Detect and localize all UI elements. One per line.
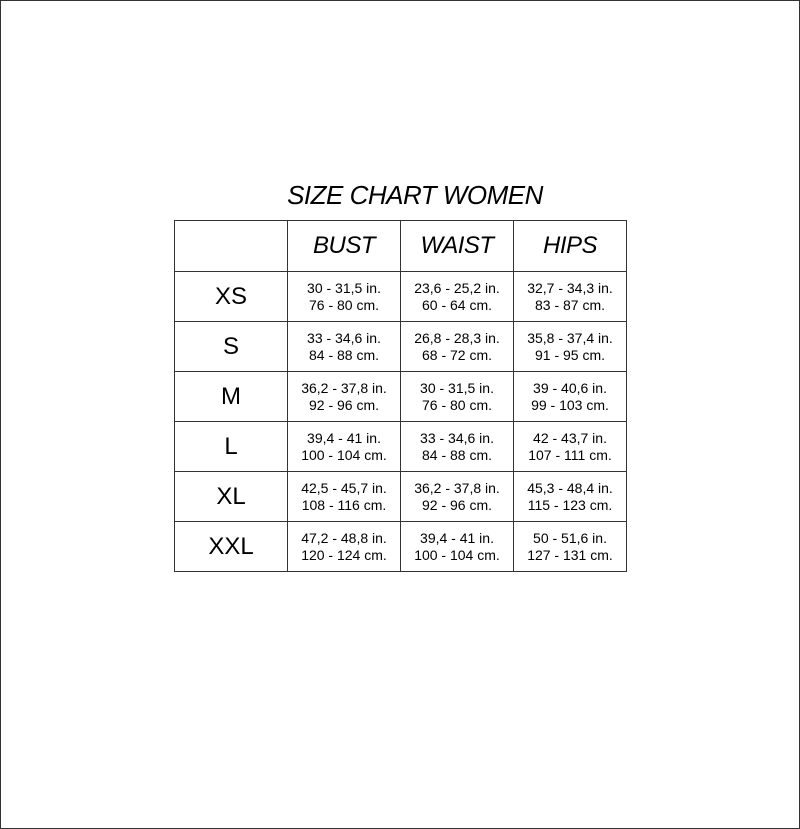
waist-inches: 30 - 31,5 in.: [420, 379, 494, 396]
hips-inches: 35,8 - 37,4 in.: [527, 329, 613, 346]
bust-inches: 36,2 - 37,8 in.: [301, 379, 387, 396]
corner-cell: [175, 221, 288, 272]
bust-cell: [288, 522, 401, 572]
hips-centimeters: 127 - 131 cm.: [527, 546, 613, 563]
bust-centimeters: 120 - 124 cm.: [301, 546, 387, 563]
waist-centimeters: 100 - 104 cm.: [414, 546, 500, 563]
bust-inches: 42,5 - 45,7 in.: [301, 479, 387, 496]
hips-cell: [514, 472, 627, 522]
bust-centimeters: 108 - 116 cm.: [301, 496, 387, 513]
waist-cell: [401, 472, 514, 522]
waist-cell: [401, 272, 514, 322]
waist-cell: [401, 422, 514, 472]
waist-centimeters: 68 - 72 cm.: [421, 346, 493, 363]
hips-inches: 50 - 51,6 in.: [533, 529, 607, 546]
hips-cell: [514, 522, 627, 572]
bust-cell: [288, 322, 401, 372]
hips-cell: [514, 272, 627, 322]
waist-centimeters: 76 - 80 cm.: [421, 396, 493, 413]
header-waist: WAIST: [401, 221, 514, 272]
table-row: [175, 272, 627, 322]
bust-cell: [288, 372, 401, 422]
table-row: [175, 472, 627, 522]
waist-cell: [401, 372, 514, 422]
size-label: S: [175, 322, 288, 372]
waist-inches: 26,8 - 28,3 in.: [414, 329, 500, 346]
size-label: L: [175, 422, 288, 472]
bust-cell: [288, 422, 401, 472]
header-bust: BUST: [288, 221, 401, 272]
hips-inches: 32,7 - 34,3 in.: [527, 279, 613, 296]
hips-cell: [514, 322, 627, 372]
hips-centimeters: 91 - 95 cm.: [534, 346, 606, 363]
hips-centimeters: 83 - 87 cm.: [534, 296, 606, 313]
table-row: [175, 522, 627, 572]
waist-inches: 23,6 - 25,2 in.: [414, 279, 500, 296]
bust-inches: 33 - 34,6 in.: [307, 329, 381, 346]
bust-centimeters: 100 - 104 cm.: [301, 446, 387, 463]
table-row: [175, 422, 627, 472]
size-label: XS: [175, 272, 288, 322]
hips-cell: [514, 372, 627, 422]
header-row: [175, 221, 627, 272]
bust-inches: 39,4 - 41 in.: [307, 429, 381, 446]
header-hips: HIPS: [514, 221, 627, 272]
waist-centimeters: 84 - 88 cm.: [421, 446, 493, 463]
size-table: [174, 220, 627, 572]
size-label: XXL: [175, 522, 288, 572]
chart-title: SIZE CHART WOMEN: [287, 180, 543, 210]
waist-inches: 33 - 34,6 in.: [420, 429, 494, 446]
waist-cell: [401, 522, 514, 572]
bust-centimeters: 84 - 88 cm.: [308, 346, 380, 363]
bust-cell: [288, 272, 401, 322]
waist-cell: [401, 322, 514, 372]
hips-centimeters: 99 - 103 cm.: [531, 396, 609, 413]
hips-centimeters: 115 - 123 cm.: [527, 496, 613, 513]
bust-centimeters: 92 - 96 cm.: [308, 396, 380, 413]
waist-centimeters: 60 - 64 cm.: [421, 296, 493, 313]
size-label: M: [175, 372, 288, 422]
waist-centimeters: 92 - 96 cm.: [421, 496, 493, 513]
hips-centimeters: 107 - 111 cm.: [528, 446, 612, 463]
waist-inches: 39,4 - 41 in.: [420, 529, 494, 546]
size-label: XL: [175, 472, 288, 522]
bust-centimeters: 76 - 80 cm.: [308, 296, 380, 313]
bust-inches: 30 - 31,5 in.: [307, 279, 381, 296]
bust-cell: [288, 472, 401, 522]
waist-inches: 36,2 - 37,8 in.: [414, 479, 500, 496]
table-row: [175, 322, 627, 372]
bust-inches: 47,2 - 48,8 in.: [301, 529, 387, 546]
table-row: [175, 372, 627, 422]
hips-inches: 42 - 43,7 in.: [533, 429, 607, 446]
hips-inches: 45,3 - 48,4 in.: [527, 479, 613, 496]
hips-cell: [514, 422, 627, 472]
hips-inches: 39 - 40,6 in.: [533, 379, 607, 396]
